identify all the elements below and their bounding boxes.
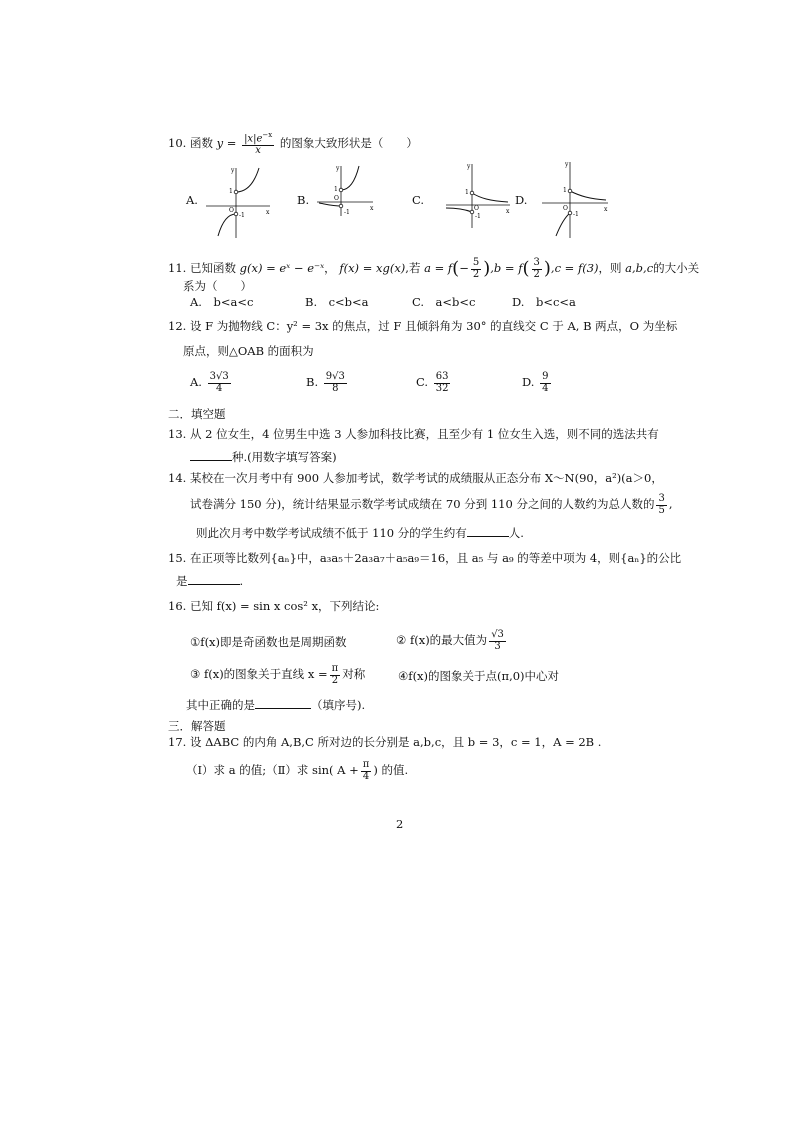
svg-text:O: O xyxy=(563,205,568,212)
svg-text:-1: -1 xyxy=(475,213,481,220)
q10-pre: 函数 xyxy=(189,136,213,151)
q11-line2: 系为（ ） xyxy=(183,279,252,293)
q10-post: 的图象大致形状是（ ） xyxy=(279,136,418,151)
q11-option-a: A. b<a<c xyxy=(190,295,254,309)
svg-text:1: 1 xyxy=(229,188,233,195)
q16-line1: 16. 已知 f(x) = sin x cos² x，下列结论: xyxy=(168,599,380,613)
q12-option-a: A. $\frac{3√3}{4}$ xyxy=(190,371,229,394)
page-number: 2 xyxy=(396,817,404,831)
q11-line1: 11. 已知函数 g(x) = eˣ − e⁻ˣ， f(x) = xg(x),若 a = f(− $\frac{5}{2}$ ),b = f( $\frac{3}{2}$ ),c = f(3)，则 a,b,c的大小关 xyxy=(168,257,700,280)
svg-text:O: O xyxy=(474,205,479,212)
q15-line2: 是 . xyxy=(176,574,244,588)
q10-number: 10. xyxy=(168,136,187,151)
svg-text:x: x xyxy=(266,209,270,216)
q11-option-b: B. c<b<a xyxy=(305,295,369,309)
q16-statement-3: ③ f(x)的图象关于直线 x = $\frac{\pi}{2}$ 对称 xyxy=(190,663,366,686)
section-2-heading: 二．填空题 xyxy=(168,407,226,421)
q15-line1: 15. 在正项等比数列{aₙ}中，a₃a₅＋2a₃a₇＋a₅a₉＝16，且 a₅ 与 a₉ 的等差中项为 4，则{aₙ}的公比 xyxy=(168,551,682,565)
section-3-heading: 三．解答题 xyxy=(168,719,226,733)
q16-answer-blank[interactable] xyxy=(255,698,311,709)
svg-text:y: y xyxy=(565,161,569,168)
q14-answer-blank[interactable] xyxy=(467,526,509,537)
q10-fraction: $\frac{|x|e^{-x}}{x}$ xyxy=(244,131,273,156)
q14-line2: 试卷满分 150 分)，统计结果显示数学考试成绩在 70 分到 110 分之间的人数约为总人数的 $\frac{3}{5}$ , xyxy=(190,493,673,516)
svg-text:1: 1 xyxy=(334,186,338,193)
q16-statement-2: ② f(x)的最大值为 $\frac{√3}{3}$ xyxy=(396,629,504,652)
svg-text:y: y xyxy=(336,165,340,172)
q13-line1: 13. 从 2 位女生，4 位男生中选 3 人参加科技比赛，且至少有 1 位女生入选，则不同的选法共有 xyxy=(168,427,659,441)
q13-line2: 种.(用数字填写答案) xyxy=(190,450,337,465)
q10-graph-a xyxy=(204,162,274,240)
svg-text:O: O xyxy=(229,207,234,214)
q13-answer-blank[interactable] xyxy=(190,450,232,461)
svg-text:y: y xyxy=(467,163,471,170)
q11-option-d: D. b<c<a xyxy=(512,295,576,309)
svg-text:y: y xyxy=(231,167,235,174)
svg-text:1: 1 xyxy=(563,187,567,194)
q16-statement-1: ①f(x)即是奇函数也是周期函数 xyxy=(190,635,347,649)
q15-answer-blank[interactable] xyxy=(188,574,240,585)
q10-option-a-label: A. xyxy=(186,193,198,207)
svg-text:-1: -1 xyxy=(239,212,245,219)
svg-text:-1: -1 xyxy=(344,209,350,216)
q10-graph-d xyxy=(540,158,612,240)
q10-graph-b xyxy=(315,162,377,218)
q12-option-b: B. $\frac{9√3}{8}$ xyxy=(306,371,345,394)
svg-text:O: O xyxy=(334,195,339,202)
q10-lhs: y = xyxy=(216,136,237,151)
q10-option-d-label: D. xyxy=(515,193,528,207)
q11-option-c: C. a<b<c xyxy=(412,295,476,309)
q10-option-c-label: C. xyxy=(412,193,425,207)
q10-option-b-label: B. xyxy=(297,193,310,207)
q12-option-d: D. $\frac{9}{4}$ xyxy=(522,371,549,394)
q10-stem xyxy=(168,132,418,156)
q10-graph-c xyxy=(444,160,514,230)
q17-line1: 17. 设 ΔABC 的内角 A,B,C 所对边的长分别是 a,b,c，且 b = 3，c = 1，A = 2B . xyxy=(168,735,602,749)
svg-text:x: x xyxy=(370,205,374,212)
q12-option-c: C. $\frac{63}{32}$ xyxy=(416,371,449,394)
q16-answer-line: 其中正确的是 （填序号). xyxy=(186,698,366,712)
q12-line1: 12. 设 F 为抛物线 C：y² = 3x 的焦点，过 F 且倾斜角为 30° 的直线交 C 于 A, B 两点，O 为坐标 xyxy=(168,319,678,333)
q14-line3: 则此次月考中数学考试成绩不低于 110 分的学生约有 人. xyxy=(196,526,524,540)
svg-text:1: 1 xyxy=(465,189,469,196)
svg-text:x: x xyxy=(506,208,510,215)
q17-line2: （Ⅰ）求 a 的值;（Ⅱ）求 sin( A + $\frac{\pi}{4}$ ) 的值. xyxy=(186,759,409,782)
svg-text:-1: -1 xyxy=(573,211,579,218)
svg-text:x: x xyxy=(604,206,608,213)
q12-line2: 原点，则△OAB 的面积为 xyxy=(183,344,314,358)
q14-line1: 14. 某校在一次月考中有 900 人参加考试，数学考试的成绩服从正态分布 X～N(90，a²)(a＞0， xyxy=(168,471,663,485)
q16-statement-4: ④f(x)的图象关于点(π,0)中心对 xyxy=(398,669,560,683)
